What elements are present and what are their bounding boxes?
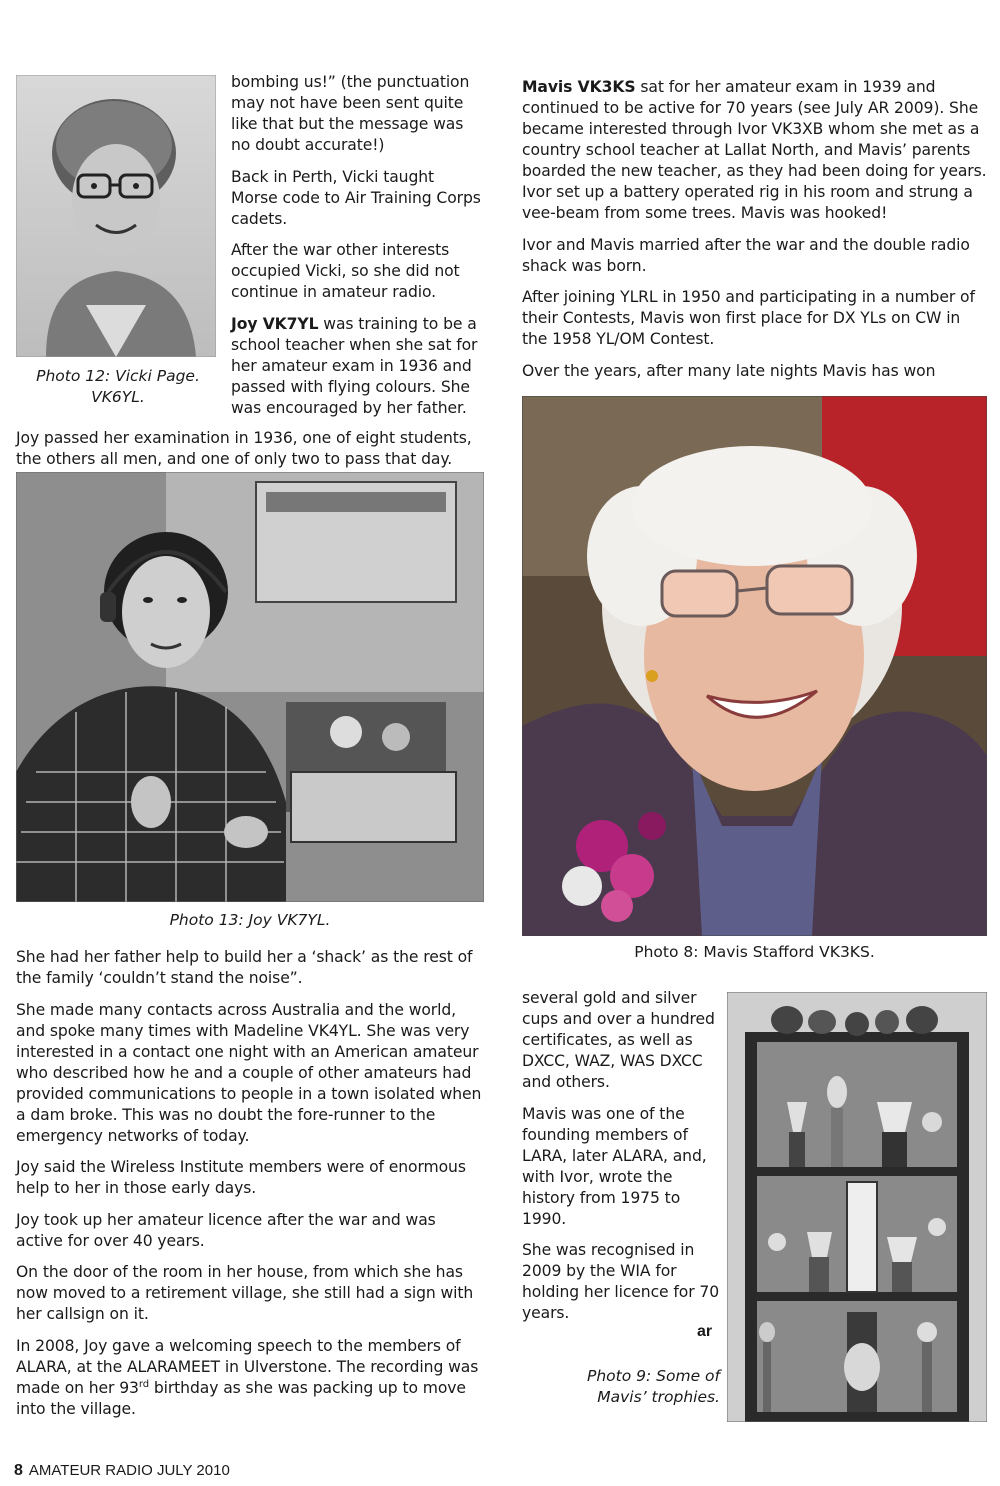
- page-number: 8: [14, 1462, 23, 1479]
- paragraph: Joy said the Wireless Institute members were of enormous help to her in those early days.: [16, 1158, 466, 1197]
- paragraph: After the war other interests occupied Vicki, so she did not continue in amateur radio.: [231, 241, 460, 301]
- mavis-intro-text: sat for her amateur exam in 1939 and continued to be active for 70 years (see July AR 2009). She became interested through Ivor VK3XB whom she met as a country school teacher at Lallat North, and Mavis’ parents boarded the new teacher, as they had been doing for years. Ivor set up a battery operated rig in his room and strung a vee-beam from some trees. Mavis was hooked!: [522, 78, 987, 222]
- paragraph: She had her father help to build her a ‘shack’ as the rest of the family ‘couldn’t stand the noise”.: [16, 948, 473, 987]
- left-bottom-column: [16, 947, 486, 1420]
- paragraph: Joy took up her amateur licence after the war and was active for over 40 years.: [16, 1210, 436, 1250]
- right-top-column: [522, 77, 987, 382]
- paragraph-joy-intro: [231, 314, 483, 419]
- photo9-caption: Photo 9: Some of Mavis’ trophies.: [587, 1367, 720, 1406]
- page-footer: [14, 1462, 230, 1480]
- paragraph: Ivor and Mavis married after the war and the double radio shack was born.: [522, 235, 970, 275]
- text-part: birthday as she was packing up to move into the village.: [16, 1378, 466, 1418]
- paragraph: After joining YLRL in 1950 and participating in a number of their Contests, Mavis won first place for DX YLs on CW in the 1958 YL/OM Contest.: [522, 288, 975, 348]
- photo-vicki-page: [16, 75, 216, 357]
- photo12-caption: Photo 12: Vicki Page. VK6YL.: [36, 367, 200, 406]
- joy-callsign-lead: Joy VK7YL: [231, 314, 319, 333]
- left-top-column: [231, 72, 483, 419]
- paragraph: several gold and silver cups and over a hundred certificates, as well as DXCC, WAZ, WAS DXCC and others.: [522, 989, 715, 1091]
- mavis-callsign-lead: Mavis VK3KS: [522, 78, 636, 96]
- publication-info: AMATEUR RADIO JULY 2010: [28, 1462, 230, 1479]
- joy-intro-text: was training to be a school teacher when she sat for her amateur exam in 1936 and passed with flying colours. She was encouraged by her father.: [231, 314, 478, 417]
- right-bottom-column: [522, 988, 720, 1324]
- paragraph: She was recognised in 2009 by the WIA for holding her licence for 70 years.: [522, 1241, 720, 1322]
- paragraph: On the door of the room in her house, from which she has now moved to a retirement village, she still had a sign with her callsign on it.: [16, 1263, 474, 1323]
- paragraph-alarameet: [16, 1336, 486, 1420]
- photo8-caption: Photo 8: Mavis Stafford VK3KS.: [634, 943, 875, 961]
- paragraph: Back in Perth, Vicki taught Morse code to Air Training Corps cadets.: [231, 167, 481, 228]
- photo-mavis-stafford: [522, 396, 987, 936]
- text-part: In 2008, Joy gave a welcoming speech to the members of ALARA, at the ALARAMEET in Ulverstone. The recording was made on her 93: [16, 1336, 479, 1397]
- left-wide-paragraph: Joy passed her examination in 1936, one of eight students, the others all men, and one of only two to pass that day.: [16, 429, 472, 468]
- paragraph: bombing us!” (the punctuation may not have been sent quite like that but the message was no doubt accurate!): [231, 73, 470, 154]
- paragraph: She made many contacts across Australia and the world, and spoke many times with Madeline VK4YL. She was very interested in a contact one night with an American amateur who described how he and a couple of other amateurs had provided communications to people in a town isolated when a dam broke. This was no doubt the fore-runner to the emergency networks of today.: [16, 1000, 482, 1145]
- photo-joy-vk7yl: [16, 472, 484, 902]
- ordinal-suffix: rd: [138, 1378, 149, 1390]
- paragraph: Over the years, after many late nights Mavis has won: [522, 361, 936, 380]
- photo-mavis-trophies: [727, 992, 987, 1422]
- photo13-caption: Photo 13: Joy VK7YL.: [169, 911, 331, 929]
- paragraph-mavis-intro: [522, 77, 987, 224]
- paragraph: Mavis was one of the founding members of LARA, later ALARA, and, with Ivor, wrote the history from 1975 to 1990.: [522, 1104, 707, 1228]
- end-of-article-mark: ar: [697, 1323, 713, 1340]
